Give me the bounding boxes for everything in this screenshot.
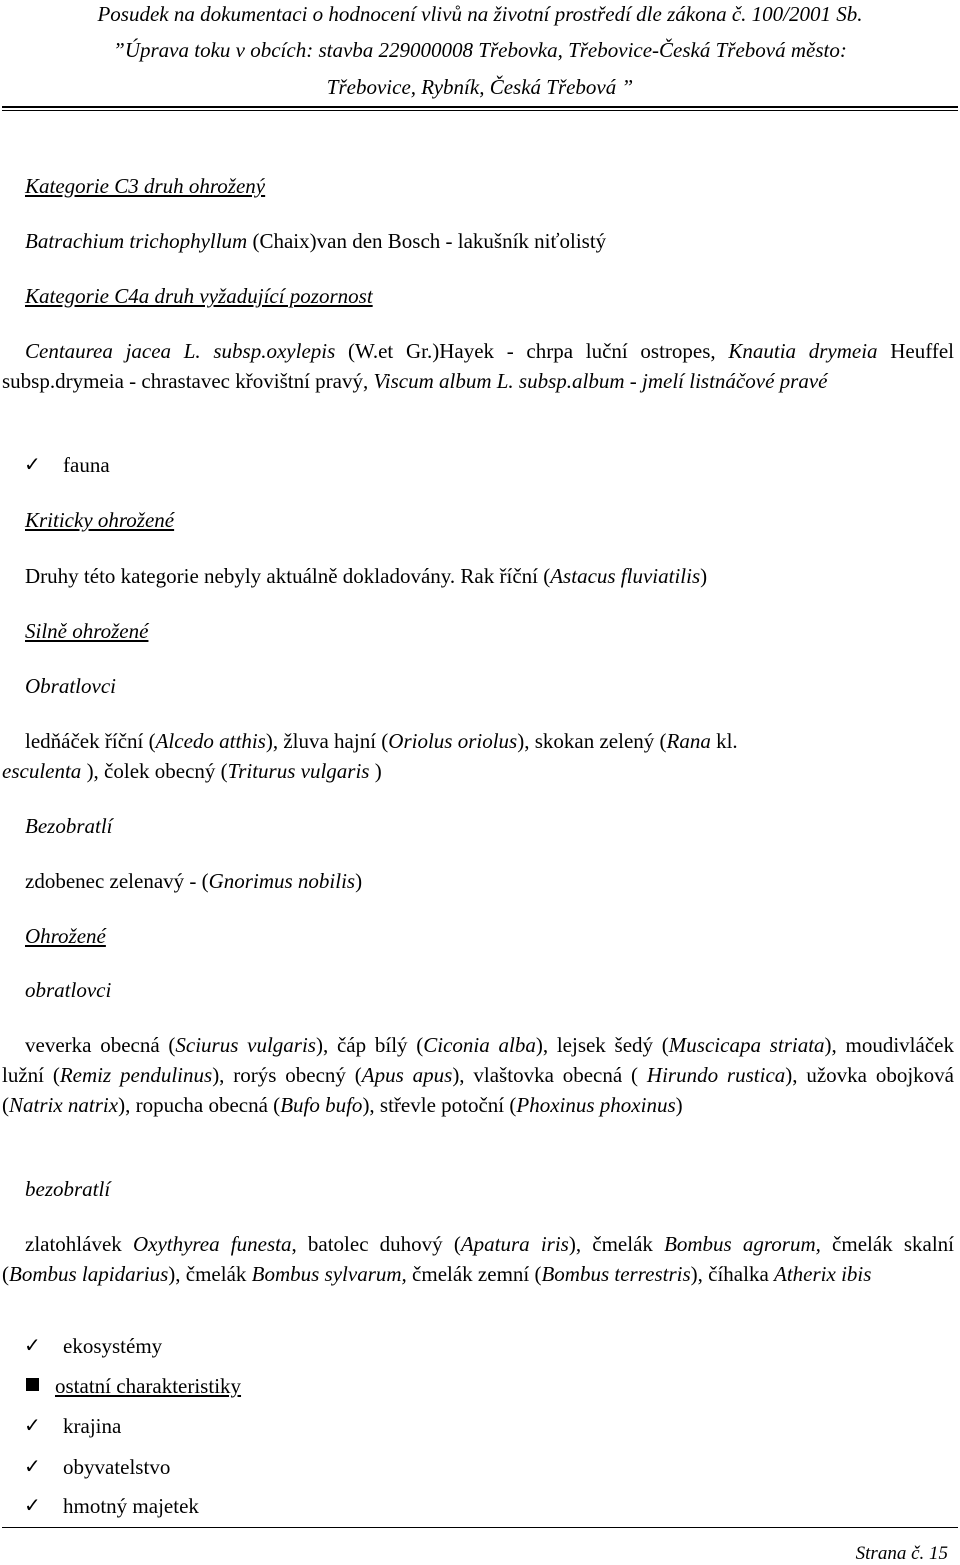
ohr-obr-p3: ), lejsek šedý ( [535, 1033, 669, 1057]
ohr-bez-p7: ), číhalka [690, 1262, 775, 1286]
checkmark-icon: ✓ [24, 1493, 41, 1517]
silne-obr-l3: Rana [666, 729, 711, 753]
ohr-bez-p1: zlatohlávek [25, 1232, 133, 1256]
c4a-latin-1: Centaurea jacea L. subsp.oxylepis [25, 339, 336, 363]
krajina-item: krajina [63, 1414, 122, 1438]
obyvatelstvo-item: obyvatelstvo [63, 1455, 171, 1479]
header-line-1: Posudek na dokumentaci o hodnocení vlivů na životní prostředí dle zákona č. 100/2001 Sb. [97, 2, 863, 26]
silne-obr-l4: esculenta [2, 759, 82, 783]
silne-obr-p3: ), skokan zelený ( [517, 729, 667, 753]
ohr-obr-p2: ), čáp bílý ( [315, 1033, 424, 1057]
c3-species-latin: Batrachium trichophyllum [25, 229, 248, 253]
kriticky-text-plain: Druhy této kategorie nebyly aktuálně dokladovány. Rak říční ( [25, 564, 551, 588]
silne-obr-p4: kl. [710, 729, 738, 753]
kriticky-latin: Astacus fluviatilis [550, 564, 701, 588]
category-c3-heading: Kategorie C3 druh ohrožený [25, 174, 266, 198]
ohr-obr-l2: Ciconia alba [423, 1033, 536, 1057]
ekosystemy-item: ekosystémy [63, 1334, 163, 1358]
ohr-obr-p7: ), užovka obojková ( [2, 1063, 955, 1117]
silne-bezobratli-text [25, 866, 362, 896]
ohr-obr-l5: Apus apus [361, 1063, 453, 1087]
ohr-bez-p6: čmelák zemní ( [406, 1262, 542, 1286]
ohr-obr-l3: Muscicapa striata [668, 1033, 825, 1057]
ohr-obr-l9: Phoxinus phoxinus [516, 1093, 676, 1117]
silne-obr-p6: ) [369, 759, 382, 783]
fauna-label: fauna [63, 453, 110, 477]
ohr-bez-l5: Bombus sylvarum, [251, 1262, 407, 1286]
ohr-bez-l7: Atherix ibis [774, 1262, 872, 1286]
ohr-bez-l6: Bombus terrestris [541, 1262, 691, 1286]
c3-species [25, 226, 606, 256]
c4a-latin-3: Viscum album L. subsp.album - jmelí listnáčové pravé [373, 369, 828, 393]
header-rule-thick [2, 106, 958, 108]
c4a-species-paragraph [2, 336, 954, 396]
ohr-bez-l4: Bombus lapidarius [9, 1262, 169, 1286]
ohr-obr-l8: Bufo bufo [280, 1093, 363, 1117]
page-header [0, 0, 960, 108]
silne-obr-l5: Triturus vulgaris [227, 759, 370, 783]
ohrozene-obratlovci-label: obratlovci [25, 978, 112, 1002]
silne-bez-p2: ) [355, 869, 363, 893]
ohrozene-heading: Ohrožené [25, 924, 106, 948]
ohr-bez-p5: ), čmelák [168, 1262, 252, 1286]
kriticky-heading: Kriticky ohrožené [25, 508, 175, 532]
silne-obr-p5: ), čolek obecný ( [81, 759, 228, 783]
ohr-obr-l4: Remiz pendulinus [59, 1063, 213, 1087]
header-line-3: Třebovice, Rybník, Česká Třebová ” [326, 75, 634, 99]
kriticky-text [25, 561, 707, 591]
ohrozene-obratlovci-paragraph [2, 1030, 954, 1120]
ohrozene-bezobratli-label: bezobratlí [25, 1177, 111, 1201]
ostatni-charakteristiky-item: ostatní charakteristiky [55, 1374, 242, 1398]
category-c4a-heading: Kategorie C4a druh vyžadující pozornost [25, 284, 373, 308]
page-number: Strana č. 15 [855, 1543, 948, 1564]
checkmark-icon: ✓ [24, 1333, 41, 1357]
ohr-obr-l7: Natrix natrix [9, 1093, 119, 1117]
ohr-obr-p4: ), moudivláček lužní ( [2, 1033, 954, 1087]
ohr-obr-p10: ) [675, 1093, 683, 1117]
silne-obr-seg1 [25, 726, 738, 756]
ohr-obr-p8: ), ropucha obecná ( [118, 1093, 281, 1117]
c4a-latin-2: Knautia drymeia [728, 339, 878, 363]
silne-obr-p2: ), žluva hajní ( [265, 729, 389, 753]
header-rule-thin [2, 110, 958, 111]
ohr-obr-l6: Hirundo rustica [646, 1063, 786, 1087]
ohr-bez-p4: čmelák skalní ( [2, 1232, 954, 1286]
ohr-obr-p6: ), vlaštovka obecná ( [452, 1063, 647, 1087]
checkmark-icon: ✓ [24, 1413, 41, 1437]
ohr-bez-l1: Oxythyrea funesta [132, 1232, 292, 1256]
hmotny-majetek-item: hmotný majetek [63, 1494, 199, 1518]
ohr-bez-l3: Bombus agrorum, [664, 1232, 821, 1256]
c4a-text-1: (W.et Gr.)Hayek - chrpa luční ostropes, [335, 339, 729, 363]
silne-obr-l2: Oriolus oriolus [388, 729, 518, 753]
silne-obr-p1: ledňáček říční ( [25, 729, 156, 753]
silne-heading: Silně ohrožené [25, 619, 149, 643]
ohr-bez-l2: Apatura iris [460, 1232, 569, 1256]
ohr-obr-p5: ), rorýs obecný ( [212, 1063, 362, 1087]
checkmark-icon: ✓ [24, 1454, 41, 1478]
ohr-bez-p3: ), čmelák [568, 1232, 665, 1256]
silne-obratlovci-line2 [2, 756, 956, 786]
ohr-obr-l1: Sciurus vulgaris [175, 1033, 316, 1057]
silne-obr-l1: Alcedo atthis [155, 729, 266, 753]
silne-obratlovci-label: Obratlovci [25, 674, 116, 698]
checkmark-icon: ✓ [24, 452, 41, 476]
square-bullet-icon [26, 1378, 39, 1391]
kriticky-close: ) [700, 564, 708, 588]
silne-bezobratli-label: Bezobratlí [25, 814, 113, 838]
silne-bez-l1: Gnorimus nobilis [208, 869, 356, 893]
header-line-2: ”Úprava toku v obcích: stavba 229000008 Třebovka, Třebovice-Česká Třebová město: [113, 38, 847, 62]
c4a-text-2: Heuffel subsp.drymeia - chrastavec křovištní pravý, [2, 339, 955, 393]
ohr-bez-p2: , batolec duhový ( [291, 1232, 461, 1256]
ohrozene-bezobratli-paragraph [2, 1229, 954, 1289]
silne-bez-p1: zdobenec zelenavý - ( [25, 869, 209, 893]
footer-rule [2, 1527, 958, 1528]
c3-species-common: (Chaix)van den Bosch - lakušník niťolistý [247, 229, 607, 253]
ohr-obr-p1: veverka obecná ( [25, 1033, 176, 1057]
ohr-obr-p9: ), střevle potoční ( [362, 1093, 517, 1117]
